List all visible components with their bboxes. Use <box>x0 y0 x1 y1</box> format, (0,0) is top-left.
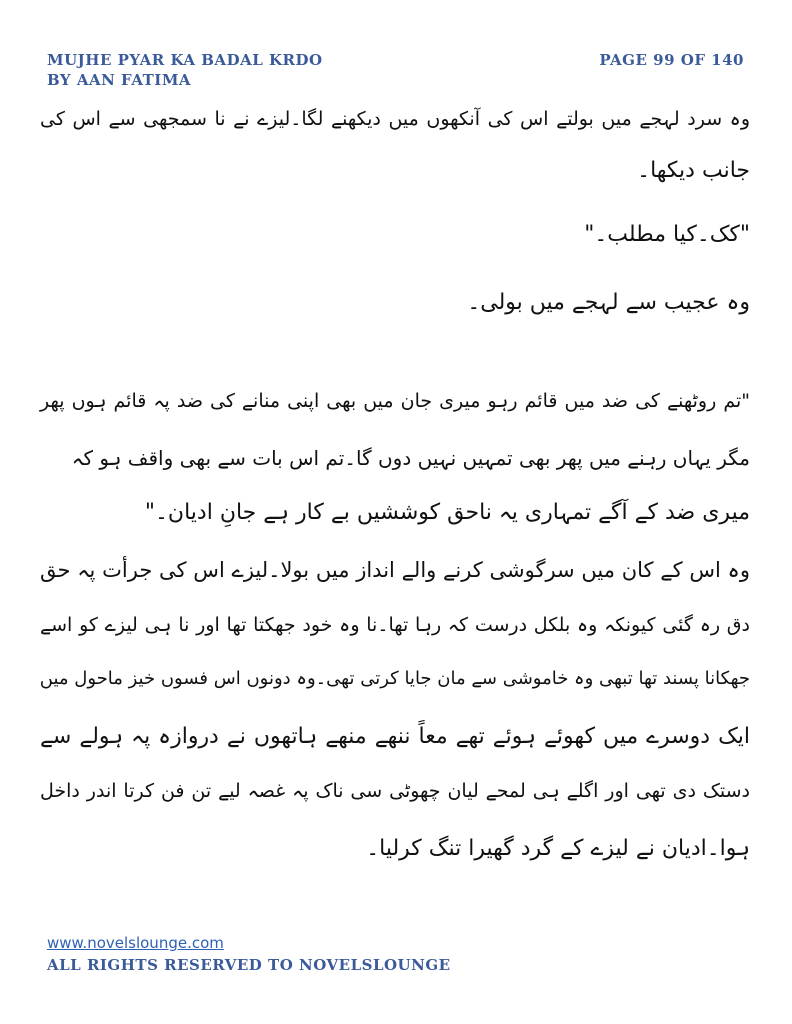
text-line: دستک دی تھی اور اگلے ہی لمحے لیان چھوٹی سی ناک پہ غصہ لیے تن فن کرتا اندر داخل <box>40 780 750 802</box>
text-line: ہوا۔ادیان نے لیزے کے گرد گھیرا تنگ کرلیا۔ <box>366 836 750 861</box>
text-line: دق رہ گئی کیونکہ وہ بلکل درست کہ رہا تھا۔نا وہ خود جھکتا تھا اور نا ہی لیزے کو اسے <box>40 614 750 636</box>
text-line: جانب دیکھا۔ <box>637 158 750 183</box>
document-header-left <box>47 50 323 90</box>
text-line: میری ضد کے آگے تمہاری یہ ناحق کوششیں بے کار ہے جانِ ادیان۔" <box>144 500 750 525</box>
text-line: "تم روٹھنے کی ضد میں قائم رہو میری جان میں بھی اپنی منانے کی ضد پہ قائم ہوں پھر <box>40 390 750 412</box>
page-number: PAGE 99 OF 140 <box>599 51 744 69</box>
text-line: وہ عجیب سے لہجے میں بولی۔ <box>467 290 750 315</box>
website-link[interactable]: www.novelslounge.com <box>47 934 224 952</box>
text-line: ایک دوسرے میں کھوئے ہوئے تھے معاً ننھے منھے ہاتھوں نے دروازہ پہ ہولے سے <box>40 724 750 749</box>
text-line: وہ سرد لہجے میں بولتے اس کی آنکھوں میں دیکھنے لگا۔لیزے نے نا سمجھی سے اس کی <box>40 108 750 130</box>
rights-notice: ALL RIGHTS RESERVED TO NOVELSLOUNGE <box>47 956 451 974</box>
text-line: "کک۔کیا مطلب۔" <box>584 222 750 247</box>
text-line: وہ اس کے کان میں سرگوشی کرنے والے انداز میں بولا۔لیزے اس کی جرأت پہ حق <box>40 558 750 582</box>
novel-author: BY AAN FATIMA <box>47 71 192 89</box>
novel-title: MUJHE PYAR KA BADAL KRDO <box>47 51 323 69</box>
text-line: مگر یہاں رہنے میں پھر بھی تمہیں نہیں دوں گا۔تم اس بات سے بھی واقف ہو کہ <box>71 446 750 470</box>
text-line: جھکانا پسند تھا تبھی وہ خاموشی سے مان جایا کرتی تھی۔وہ دونوں اس فسوں خیز ماحول میں <box>39 668 750 689</box>
